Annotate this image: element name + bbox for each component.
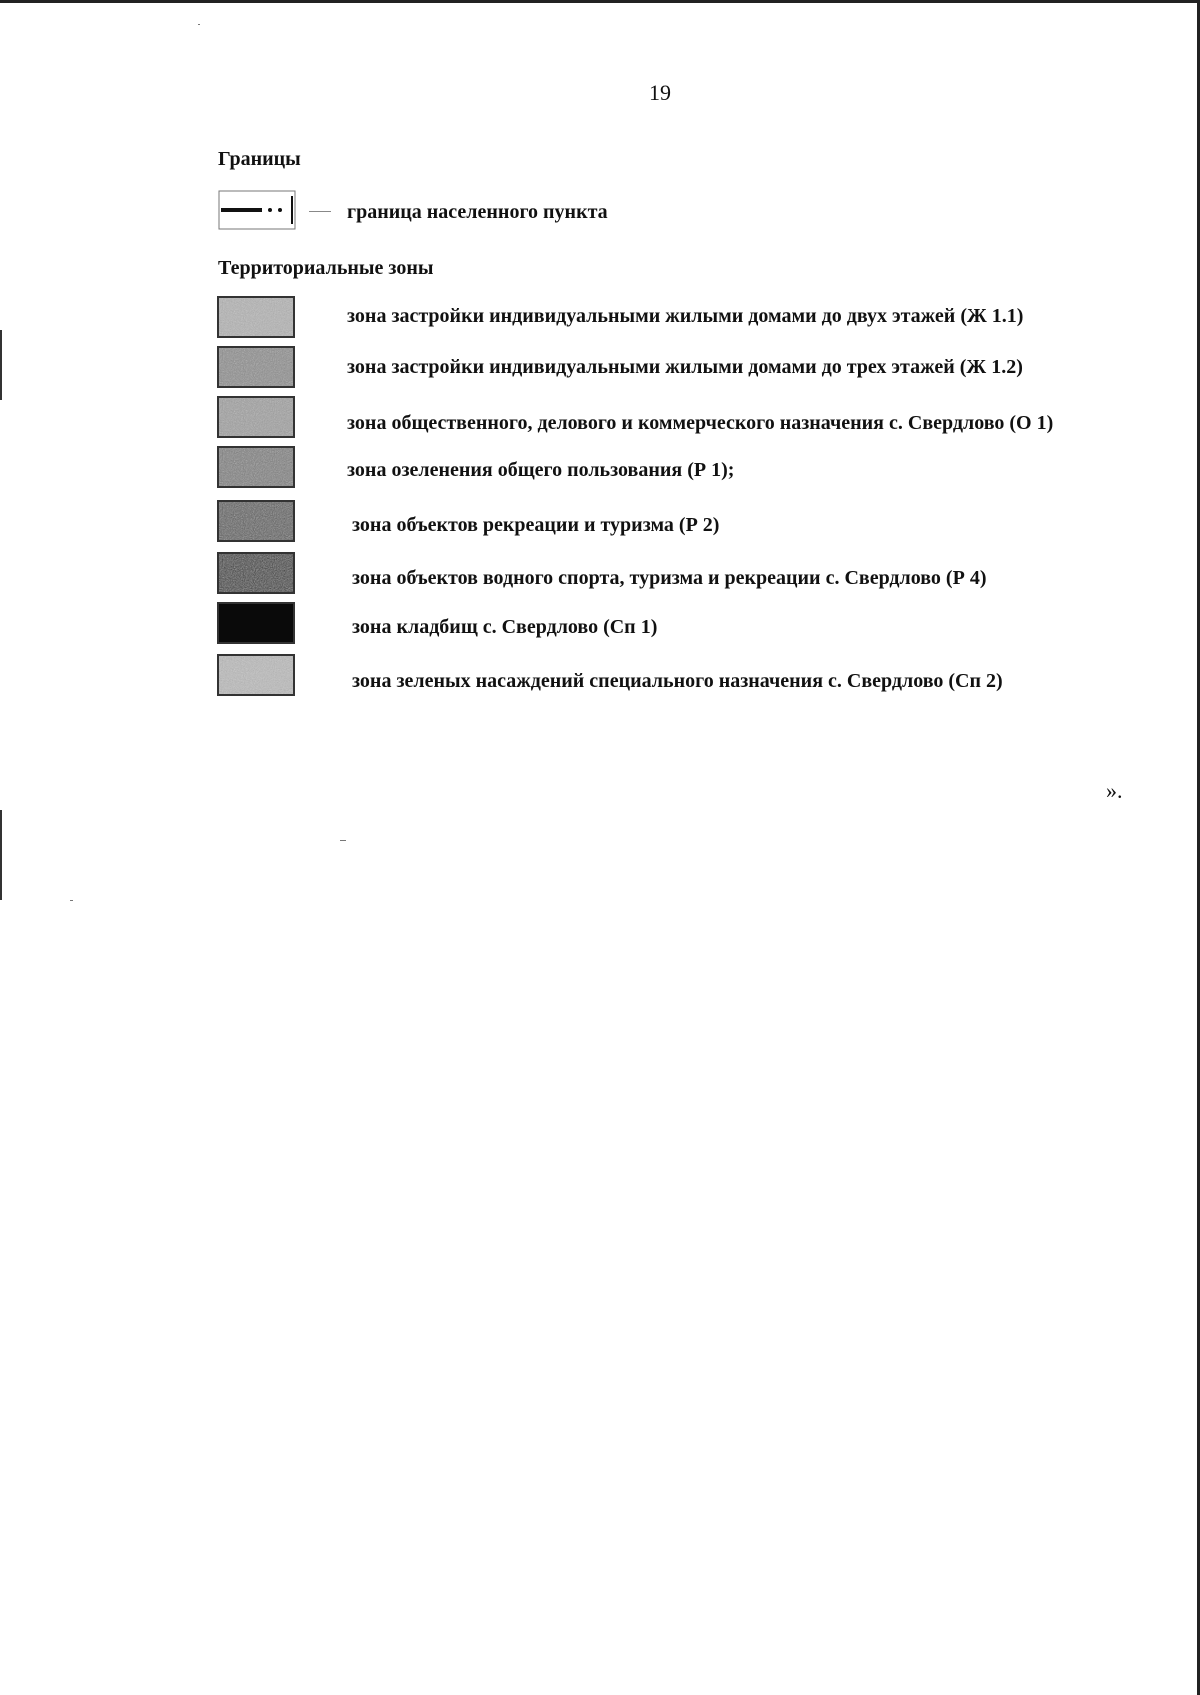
page-number: 19 xyxy=(649,80,671,105)
scan-speck xyxy=(198,24,200,25)
zone-swatch xyxy=(217,296,295,338)
zones-heading: Территориальные зоны xyxy=(218,257,434,279)
boundaries-heading: Границы xyxy=(218,148,301,170)
page-edge-top xyxy=(0,0,1200,3)
zone-label: зона зеленых насаждений специального назначения с. Свердлово (Сп 2) xyxy=(352,670,1003,692)
zone-label: зона кладбищ с. Свердлово (Сп 1) xyxy=(352,616,658,638)
page-edge-mark xyxy=(0,810,2,900)
zone-label: зона застройки индивидуальными жилыми домами до трех этажей (Ж 1.2) xyxy=(347,356,1023,378)
zone-label: зона общественного, делового и коммерческого назначения с. Свердлово (О 1) xyxy=(347,412,1054,434)
zone-label: зона объектов водного спорта, туризма и рекреации с. Свердлово (Р 4) xyxy=(352,567,987,589)
scan-speck xyxy=(70,900,73,901)
zone-label: зона озеленения общего пользования (Р 1); xyxy=(347,459,735,481)
page-edge-mark xyxy=(0,330,2,400)
zone-swatch xyxy=(217,396,295,438)
zone-swatch xyxy=(217,552,295,594)
zone-swatch xyxy=(217,500,295,542)
scan-speck xyxy=(340,840,346,841)
zone-label: зона застройки индивидуальными жилыми домами до двух этажей (Ж 1.1) xyxy=(347,305,1024,327)
zone-swatch xyxy=(217,446,295,488)
zone-swatch xyxy=(217,602,295,644)
closing-quote: ». xyxy=(1106,778,1123,803)
zone-swatch xyxy=(217,346,295,388)
boundary-dash xyxy=(309,211,331,212)
zone-swatch xyxy=(217,654,295,696)
settlement-boundary-symbol xyxy=(218,190,296,230)
zone-label: зона объектов рекреации и туризма (Р 2) xyxy=(352,514,720,536)
boundary-label: граница населенного пункта xyxy=(347,201,608,223)
